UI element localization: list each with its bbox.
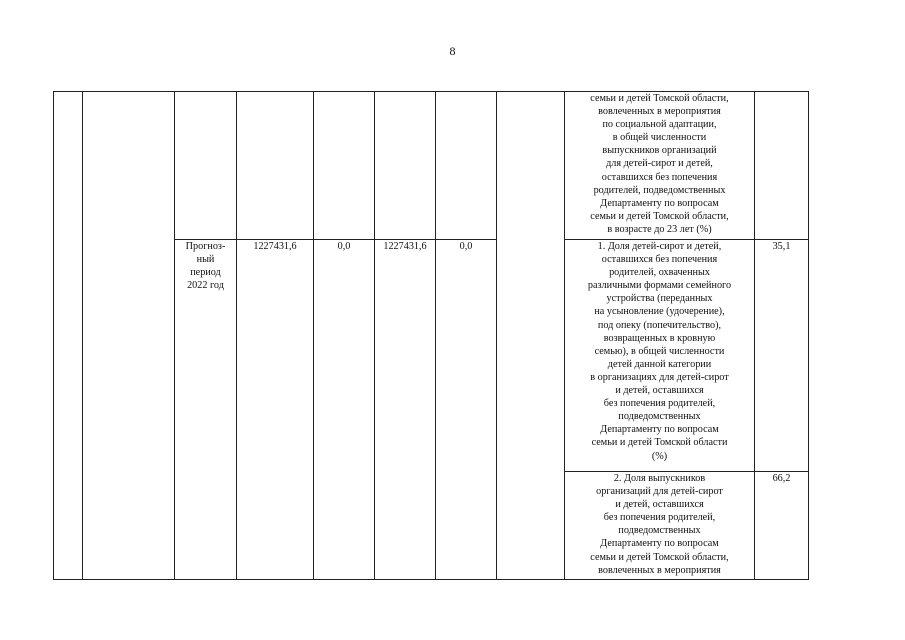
cell-total [237, 92, 314, 240]
cell-local: 0,0 [436, 240, 497, 580]
cell-number [54, 92, 83, 580]
indicator-value [755, 92, 809, 240]
page-number: 8 [449, 44, 456, 58]
cell-federal: 0,0 [314, 240, 375, 580]
indicator-text: 1. Доля детей-сирот и детей, оставшихся без попечения родителей, охваченных различными формами семейного устройства (переданных на усыновление (удочерение), под опеку (попечительство), возвращенных в кровную семью), в общей численности детей данной категории в организациях для детей-сирот и детей, оставшихся без попечения родителей, подведомственных Департаменту по вопросам семьи и детей Томской области (%) [565, 240, 755, 472]
cell-period [175, 240, 237, 580]
cell-period [175, 92, 237, 240]
table-row-continued [54, 92, 809, 240]
indicator-value: 66,2 [755, 472, 809, 580]
cell-regional [375, 92, 436, 240]
cell-name [83, 92, 175, 580]
cell-other [497, 92, 565, 580]
indicator-text: 2. Доля выпускников организаций для детей-сирот и детей, оставшихся без попечения родителей, подведомственных Департаменту по вопросам семьи и детей Томской области, вовлеченных в мероприятия [565, 472, 755, 580]
cell-total: 1227431,6 [237, 240, 314, 580]
cell-regional: 1227431,6 [375, 240, 436, 580]
period-label: Прогноз- ный период 2022 год [185, 241, 226, 292]
indicator-value: 35,1 [755, 240, 809, 472]
program-table [53, 91, 809, 580]
indicator-text: семьи и детей Томской области, вовлеченных в мероприятия по социальной адаптации, в общей численности выпускников организаций для детей-сирот и детей, оставшихся без попечения родителей, подведомственных Департаменту по вопросам семьи и детей Томской области, в возрасте до 23 лет (%) [565, 92, 755, 240]
cell-local [436, 92, 497, 240]
cell-federal [314, 92, 375, 240]
